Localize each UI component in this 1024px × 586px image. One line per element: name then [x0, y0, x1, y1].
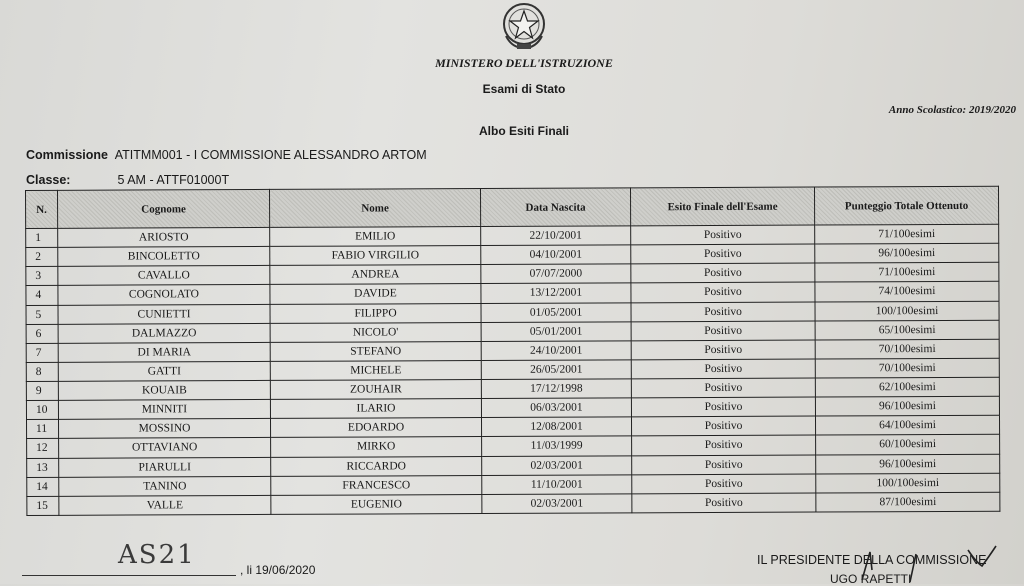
cell-birthdate: 11/10/2001 — [482, 474, 632, 494]
president-title: IL PRESIDENTE DELLA COMMISSIONE — [757, 553, 987, 567]
cell-surname: MOSSINO — [59, 419, 271, 439]
cell-number: 5 — [26, 305, 58, 324]
cell-number: 2 — [26, 247, 58, 266]
cell-outcome: Positivo — [632, 435, 816, 455]
cell-name: FILIPPO — [270, 303, 481, 323]
commission-line — [26, 148, 427, 162]
cell-birthdate: 26/05/2001 — [481, 360, 631, 380]
ministry-title: MINISTERO DELL'ISTRUZIONE — [435, 56, 613, 70]
cell-number: 1 — [26, 228, 58, 247]
cell-number: 11 — [27, 420, 59, 439]
handwritten-mark: AS21 — [118, 540, 196, 570]
cell-score: 71/100esimi — [815, 263, 999, 283]
cell-surname: MINNITI — [58, 400, 270, 420]
cell-name: ANDREA — [270, 265, 481, 285]
exam-title: Esami di Stato — [482, 82, 566, 96]
cell-name: EUGENIO — [271, 494, 482, 514]
cell-birthdate: 02/03/2001 — [482, 494, 632, 514]
cell-name: MICHELE — [270, 360, 481, 380]
header-score: Punteggio Totale Ottenuto — [814, 186, 998, 225]
cell-birthdate: 13/12/2001 — [481, 283, 631, 303]
cell-surname: VALLE — [59, 495, 271, 515]
cell-birthdate: 05/01/2001 — [481, 321, 631, 341]
cell-outcome: Positivo — [631, 263, 815, 283]
table-row — [27, 492, 1000, 515]
cell-number: 6 — [26, 324, 58, 343]
emblem-icon — [498, 0, 550, 52]
document-title: Albo Esiti Finali — [478, 124, 569, 138]
cell-score: 70/100esimi — [815, 358, 999, 378]
signature-scribble — [850, 540, 1000, 584]
cell-outcome: Positivo — [631, 282, 815, 302]
cell-outcome: Positivo — [631, 397, 815, 417]
table-header-row — [26, 186, 999, 228]
cell-outcome: Positivo — [631, 321, 815, 341]
cell-outcome: Positivo — [632, 493, 816, 513]
cell-name: NICOLO' — [270, 322, 481, 342]
cell-score: 100/100esimi — [816, 473, 1000, 493]
cell-surname: ARIOSTO — [58, 227, 270, 247]
cell-score: 74/100esimi — [815, 282, 999, 302]
cell-outcome: Positivo — [632, 455, 816, 475]
cell-name: RICCARDO — [271, 456, 482, 476]
cell-outcome: Positivo — [631, 359, 815, 379]
cell-score: 65/100esimi — [815, 320, 999, 340]
cell-score: 60/100esimi — [816, 435, 1000, 455]
cell-surname: KOUAIB — [58, 380, 270, 400]
cell-surname: DI MARIA — [58, 342, 270, 362]
president-name: UGO RAPETTI — [830, 572, 912, 586]
cell-outcome: Positivo — [631, 416, 815, 436]
cell-birthdate: 24/10/2001 — [481, 341, 631, 361]
cell-surname: OTTAVIANO — [59, 438, 271, 458]
cell-surname: BINCOLETTO — [58, 247, 270, 267]
cell-surname: CAVALLO — [58, 266, 270, 286]
header-outcome: Esito Finale dell'Esame — [630, 187, 814, 226]
cell-number: 3 — [26, 267, 58, 286]
cell-score: 96/100esimi — [815, 396, 999, 416]
cell-name: EMILIO — [270, 227, 481, 247]
cell-number: 7 — [26, 343, 58, 362]
cell-outcome: Positivo — [631, 340, 815, 360]
cell-number: 12 — [27, 439, 59, 458]
cell-score: 100/100esimi — [815, 301, 999, 321]
header-number: N. — [26, 190, 58, 228]
header-surname: Cognome — [58, 189, 270, 228]
cell-number: 10 — [26, 400, 58, 419]
signature-line — [22, 575, 236, 576]
cell-surname: CUNIETTI — [58, 304, 270, 324]
cell-outcome: Positivo — [631, 378, 815, 398]
cell-name: STEFANO — [270, 341, 481, 361]
cell-number: 14 — [27, 477, 59, 496]
cell-surname: PIARULLI — [59, 457, 271, 477]
cell-birthdate: 07/07/2000 — [481, 264, 631, 284]
results-table — [25, 186, 1000, 516]
cell-name: FRANCESCO — [271, 475, 482, 495]
document-date: , li 19/06/2020 — [240, 563, 316, 577]
cell-surname: COGNOLATO — [58, 285, 270, 305]
cell-surname: GATTI — [58, 361, 270, 381]
header-name: Nome — [269, 189, 480, 228]
cell-score: 71/100esimi — [815, 224, 999, 244]
class-line — [26, 173, 229, 187]
cell-number: 8 — [26, 362, 58, 381]
cell-score: 70/100esimi — [815, 339, 999, 359]
cell-outcome: Positivo — [631, 244, 815, 264]
cell-score: 64/100esimi — [815, 416, 999, 436]
header-birthdate: Data Nascita — [480, 188, 630, 227]
commission-value: ATITMM001 - I COMMISSIONE ALESSANDRO ARTOM — [114, 148, 427, 162]
cell-birthdate: 17/12/1998 — [481, 379, 631, 399]
cell-birthdate: 06/03/2001 — [481, 398, 631, 418]
class-label: Classe: — [26, 173, 71, 187]
cell-name: MIRKO — [271, 437, 482, 457]
cell-outcome: Positivo — [631, 302, 815, 322]
cell-number: 4 — [26, 286, 58, 305]
cell-score: 96/100esimi — [816, 454, 1000, 474]
school-year: Anno Scolastico: 2019/2020 — [888, 104, 1016, 116]
cell-surname: DALMAZZO — [58, 323, 270, 343]
cell-score: 96/100esimi — [815, 243, 999, 263]
cell-name: ILARIO — [270, 399, 481, 419]
cell-birthdate: 11/03/1999 — [482, 436, 632, 456]
cell-birthdate: 04/10/2001 — [481, 245, 631, 265]
cell-surname: TANINO — [59, 476, 271, 496]
commission-label: Commissione — [26, 148, 108, 162]
cell-number: 15 — [27, 496, 59, 515]
cell-outcome: Positivo — [631, 225, 815, 245]
cell-birthdate: 22/10/2001 — [481, 226, 631, 246]
cell-name: FABIO VIRGILIO — [270, 246, 481, 266]
cell-outcome: Positivo — [632, 474, 816, 494]
cell-name: EDOARDO — [271, 418, 482, 438]
cell-number: 13 — [27, 458, 59, 477]
class-value: 5 AM - ATTF01000T — [117, 173, 230, 187]
cell-name: ZOUHAIR — [270, 380, 481, 400]
cell-score: 62/100esimi — [815, 377, 999, 397]
cell-score: 87/100esimi — [816, 492, 1000, 512]
cell-name: DAVIDE — [270, 284, 481, 304]
cell-number: 9 — [26, 381, 58, 400]
cell-birthdate: 12/08/2001 — [481, 417, 631, 437]
cell-birthdate: 01/05/2001 — [481, 302, 631, 322]
cell-birthdate: 02/03/2001 — [482, 455, 632, 475]
